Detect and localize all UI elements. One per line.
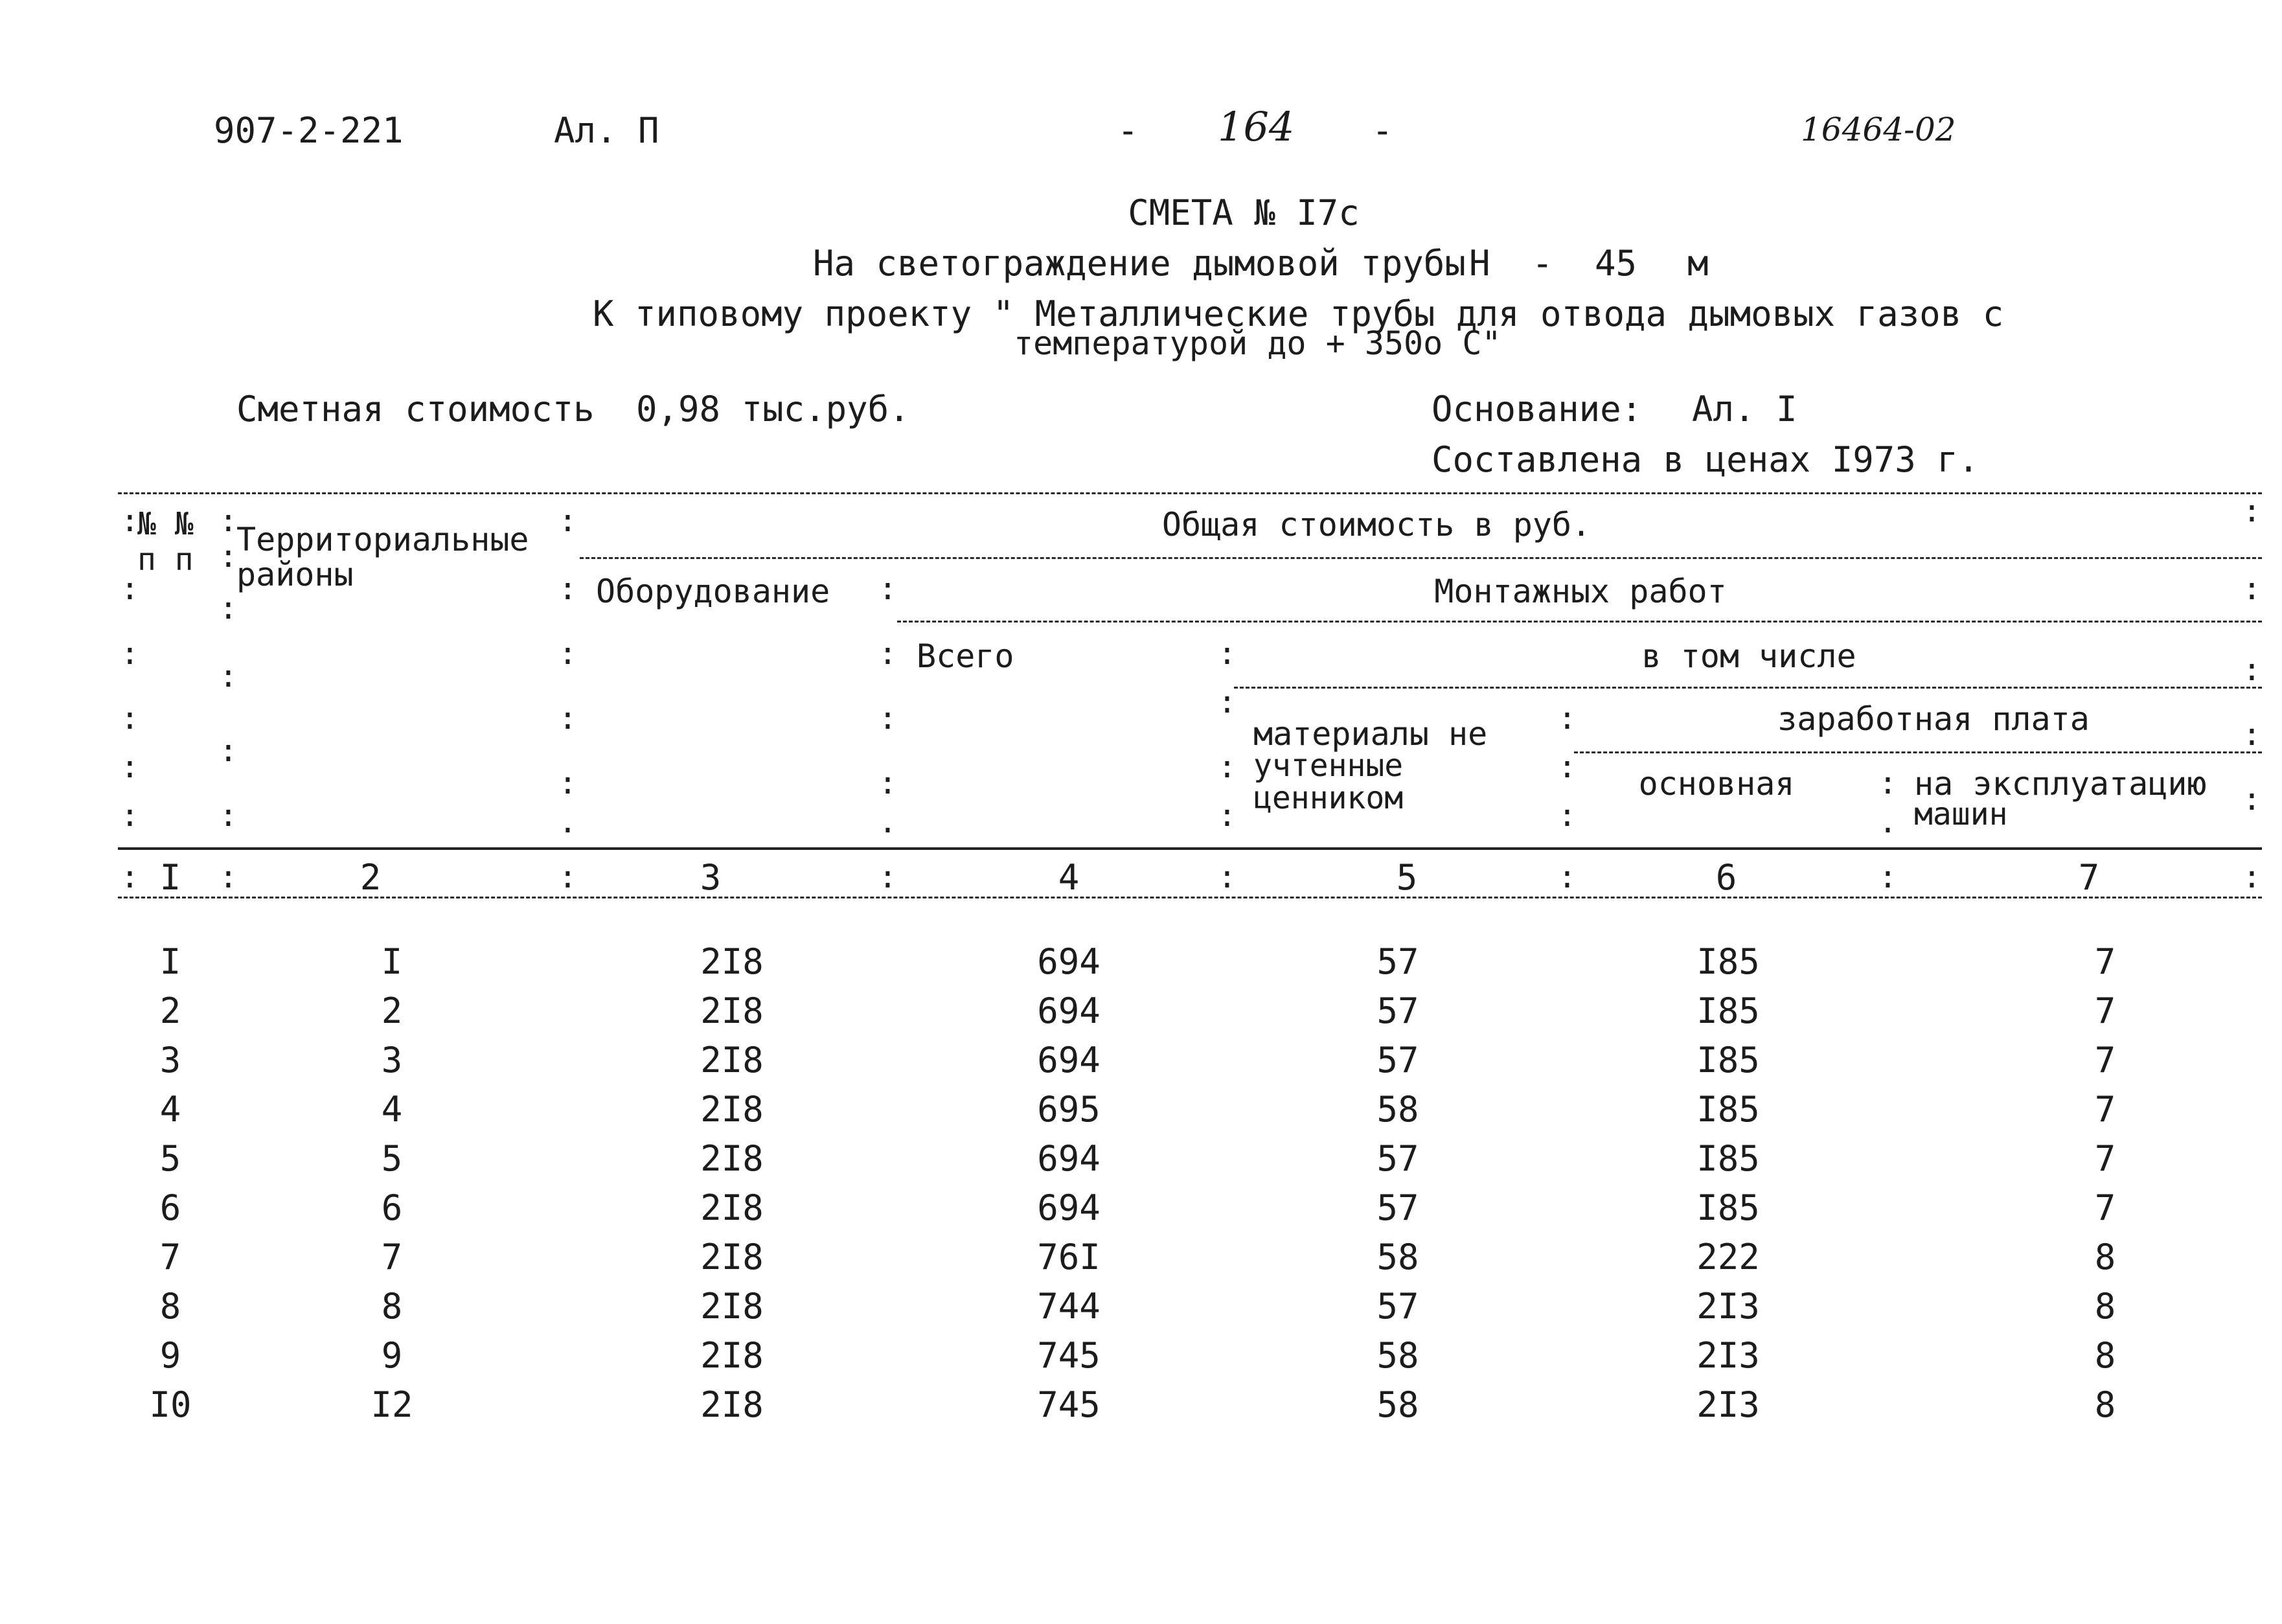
- sep: :: [120, 700, 139, 737]
- table-cell: 694: [1037, 1040, 1101, 1081]
- table-cell: 2I8: [700, 1040, 764, 1081]
- rule-under-including: [1234, 687, 2262, 689]
- subject-unit: м: [1687, 243, 1709, 284]
- prices-note: Составлена в ценах I973 г.: [1432, 439, 1980, 480]
- sep: :: [2242, 716, 2261, 753]
- inventory-number: 16464-02: [1801, 111, 1956, 148]
- table-cell: 2: [159, 990, 181, 1031]
- header-including: в том числе: [1641, 637, 1856, 675]
- rule-under-total-cost: [580, 557, 2262, 559]
- sep: :: [2242, 859, 2261, 895]
- estimate-title: СМЕТА № I7с: [1128, 192, 1360, 233]
- page-number: 164: [1218, 103, 1295, 150]
- sep: :: [1218, 859, 1237, 895]
- table-cell: 8: [2094, 1335, 2116, 1376]
- sep: :: [219, 859, 238, 895]
- sep: .: [1878, 804, 1897, 840]
- table-cell: 8: [2094, 1237, 2116, 1277]
- sep: :: [120, 749, 139, 785]
- sep: :: [558, 503, 577, 539]
- sep: :: [219, 590, 238, 626]
- table-cell: 8: [2094, 1286, 2116, 1327]
- table-cell: 5: [159, 1138, 181, 1179]
- sep: :: [1218, 684, 1237, 720]
- basis-value: Ал. I: [1692, 389, 1797, 429]
- rule-under-installation: [897, 621, 2262, 623]
- sep: :: [1558, 859, 1577, 895]
- table-cell: 2I8: [700, 990, 764, 1031]
- cost-label: Сметная стоимость: [236, 389, 595, 429]
- header-machines-line2: машин: [1914, 796, 2008, 832]
- sep: :: [219, 658, 238, 694]
- sep: :: [120, 797, 139, 834]
- table-cell: 2I8: [700, 1286, 764, 1327]
- subject-height: 45: [1595, 243, 1637, 284]
- table-cell: 5: [381, 1138, 403, 1179]
- album-ref: Ал. П: [554, 110, 659, 151]
- table-cell: I85: [1696, 1187, 1760, 1228]
- sep: :: [120, 635, 139, 672]
- table-cell: 8: [159, 1286, 181, 1327]
- table-cell: I: [381, 941, 403, 982]
- table-cell: 744: [1037, 1286, 1101, 1327]
- table-cell: 57: [1376, 1138, 1419, 1179]
- table-cell: 694: [1037, 990, 1101, 1031]
- table-cell: 2: [381, 990, 403, 1031]
- column-number-rule: [118, 897, 2262, 898]
- table-cell: I85: [1696, 1089, 1760, 1130]
- column-number: 3: [700, 857, 722, 898]
- table-cell: 4: [381, 1089, 403, 1130]
- basis-label: Основание:: [1432, 389, 1643, 429]
- table-cell: 57: [1376, 941, 1419, 982]
- table-cell: 57: [1376, 1187, 1419, 1228]
- table-cell: 7: [159, 1237, 181, 1277]
- header-materials-line1: материалы не: [1253, 715, 1488, 753]
- table-cell: 6: [159, 1187, 181, 1228]
- table-cell: 6: [381, 1187, 403, 1228]
- table-cell: 7: [2094, 990, 2116, 1031]
- sep: :: [1218, 635, 1237, 672]
- sep: :: [878, 635, 897, 672]
- sep: .: [878, 804, 897, 840]
- table-cell: I85: [1696, 1040, 1760, 1081]
- header-bottom-rule: [118, 847, 2262, 850]
- sep: :: [1558, 797, 1577, 834]
- sep: :: [558, 635, 577, 672]
- cost-value: 0,98 тыс.руб.: [636, 389, 910, 429]
- table-cell: 3: [381, 1040, 403, 1081]
- table-cell: I2: [371, 1384, 413, 1425]
- header-machines-line1: на эксплуатацию: [1914, 765, 2207, 803]
- header-num-line1: № №: [137, 506, 194, 542]
- table-top-rule: [118, 492, 2262, 494]
- table-cell: 2I8: [700, 1237, 764, 1277]
- header-region-line2: районы: [236, 556, 354, 593]
- table-cell: 58: [1376, 1335, 1419, 1376]
- table-cell: 7: [2094, 1089, 2116, 1130]
- sep: :: [1558, 700, 1577, 737]
- sep: :: [120, 571, 139, 607]
- table-cell: 7: [381, 1237, 403, 1277]
- table-cell: 7: [2094, 941, 2116, 982]
- subject-dash: -: [1532, 243, 1553, 284]
- table-cell: 76I: [1037, 1237, 1101, 1277]
- table-cell: 695: [1037, 1089, 1101, 1130]
- table-cell: 9: [159, 1335, 181, 1376]
- sep: :: [219, 538, 238, 575]
- sep: :: [120, 503, 139, 539]
- header-basic: основная: [1638, 765, 1795, 803]
- page-dash-right: -: [1372, 110, 1393, 151]
- header-region-line1: Территориальные: [236, 521, 529, 558]
- table-cell: 3: [159, 1040, 181, 1081]
- table-cell: 2I8: [700, 1335, 764, 1376]
- sep: :: [2242, 571, 2261, 607]
- table-cell: 57: [1376, 1286, 1419, 1327]
- rule-under-wages: [1574, 751, 2262, 753]
- sep: :: [1218, 749, 1237, 785]
- sep: :: [558, 571, 577, 607]
- sep: :: [120, 859, 139, 895]
- sep: :: [2242, 493, 2261, 529]
- sep: :: [558, 859, 577, 895]
- table-cell: I0: [149, 1384, 192, 1425]
- column-number: 4: [1058, 857, 1080, 898]
- table-cell: 7: [2094, 1138, 2116, 1179]
- table-cell: 7: [2094, 1187, 2116, 1228]
- table-cell: 57: [1376, 990, 1419, 1031]
- sep: :: [558, 700, 577, 737]
- sep: :: [878, 700, 897, 737]
- column-number: 5: [1396, 857, 1418, 898]
- column-number: 6: [1715, 857, 1737, 898]
- subject-prefix: На светограждение дымовой трубы: [813, 243, 1466, 284]
- table-cell: I85: [1696, 1138, 1760, 1179]
- header-num-line2: п п: [137, 542, 194, 578]
- column-number: 2: [359, 857, 382, 898]
- table-cell: 745: [1037, 1335, 1101, 1376]
- column-number: 7: [2078, 857, 2100, 898]
- table-cell: 58: [1376, 1089, 1419, 1130]
- header-wages: заработная плата: [1777, 700, 2090, 738]
- table-cell: 2I3: [1696, 1384, 1760, 1425]
- subject-h: Н: [1469, 243, 1490, 284]
- sep: :: [219, 733, 238, 769]
- table-cell: 2I8: [700, 1384, 764, 1425]
- table-cell: 2I3: [1696, 1335, 1760, 1376]
- table-cell: 7: [2094, 1040, 2116, 1081]
- page-dash-left: -: [1117, 110, 1139, 151]
- table-cell: 694: [1037, 941, 1101, 982]
- table-cell: 8: [2094, 1384, 2116, 1425]
- table-cell: 4: [159, 1089, 181, 1130]
- table-cell: I85: [1696, 941, 1760, 982]
- document-code: 907-2-221: [214, 110, 404, 151]
- table-cell: 745: [1037, 1384, 1101, 1425]
- sep: :: [2242, 781, 2261, 818]
- header-total: Всего: [917, 637, 1014, 675]
- table-cell: 694: [1037, 1138, 1101, 1179]
- header-materials-line3: ценником: [1253, 780, 1404, 816]
- sep: :: [878, 859, 897, 895]
- table-cell: 57: [1376, 1040, 1419, 1081]
- sep: :: [878, 571, 897, 607]
- table-cell: 2I8: [700, 1089, 764, 1130]
- sep: :: [219, 797, 238, 834]
- table-cell: 2I3: [1696, 1286, 1760, 1327]
- table-cell: 2I8: [700, 1138, 764, 1179]
- sep: :: [1558, 749, 1577, 785]
- table-cell: 8: [381, 1286, 403, 1327]
- sep: :: [1218, 797, 1237, 834]
- table-cell: 222: [1696, 1237, 1760, 1277]
- table-cell: 2I8: [700, 1187, 764, 1228]
- project-line-cont: температурой до + 350о С": [1014, 325, 1501, 362]
- table-cell: I: [159, 941, 181, 982]
- header-total-cost: Общая стоимость в руб.: [1161, 506, 1592, 543]
- sep: .: [558, 804, 577, 840]
- column-number: I: [159, 857, 181, 898]
- sep: :: [558, 765, 577, 801]
- project-line: К типовому проекту " Металлические трубы для отвода дымовых газов с: [593, 293, 2004, 334]
- table-cell: 58: [1376, 1384, 1419, 1425]
- table-cell: I85: [1696, 990, 1760, 1031]
- header-equipment: Оборудование: [596, 573, 830, 610]
- header-installation: Монтажных работ: [1434, 573, 1727, 610]
- table-cell: 694: [1037, 1187, 1101, 1228]
- table-cell: 9: [381, 1335, 403, 1376]
- table-cell: 58: [1376, 1237, 1419, 1277]
- sep: :: [1878, 859, 1897, 895]
- header-materials-line2: учтенные: [1253, 748, 1404, 784]
- sep: :: [1878, 765, 1897, 801]
- sep: :: [2242, 652, 2261, 688]
- sep: :: [878, 765, 897, 801]
- sep: :: [219, 503, 238, 539]
- table-cell: 2I8: [700, 941, 764, 982]
